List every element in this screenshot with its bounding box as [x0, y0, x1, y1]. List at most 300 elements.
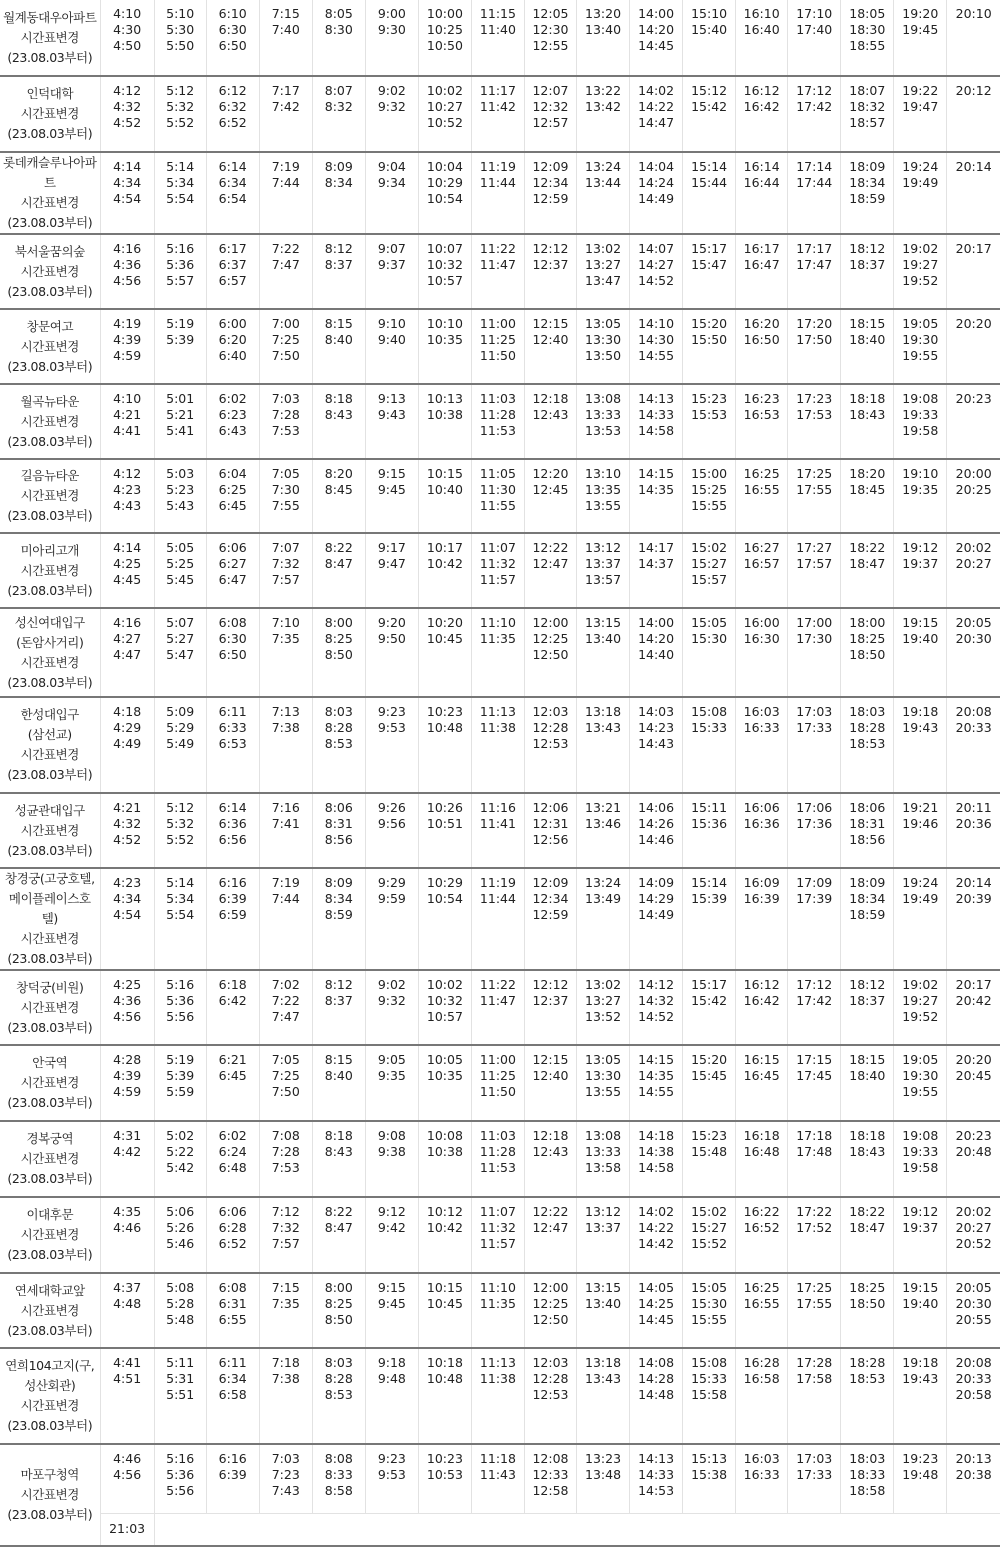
time-cell: 19:12 19:37 [894, 1197, 947, 1273]
time-cell: 8:00 8:25 8:50 [312, 1273, 365, 1348]
stop-name: 인덕대학 [26, 86, 74, 101]
stop-name-cell [0, 1348, 100, 1444]
time-cell: 10:04 10:29 10:54 [418, 152, 471, 234]
time-cell: 18:15 18:40 [841, 1045, 894, 1121]
time-cell: 5:02 5:22 5:42 [154, 1121, 206, 1197]
stop-row [0, 1197, 1000, 1273]
stop-name-line: (23.08.03부터) [7, 126, 93, 141]
stop-name-line: 시간표변경 [20, 654, 79, 670]
time-cell: 16:25 16:55 [736, 1273, 788, 1348]
stop-row [0, 0, 1000, 76]
stop-name: 연세대학교앞 [14, 1282, 85, 1298]
time-cell: 14:13 14:33 14:58 [630, 384, 683, 459]
time-cell: 18:03 18:28 18:53 [841, 697, 894, 793]
time-cell: 16:18 16:48 [736, 1121, 788, 1197]
time-cell: 8:12 8:37 [312, 970, 365, 1045]
stop-row [0, 970, 1000, 1045]
time-cell: 10:02 10:32 10:57 [418, 970, 471, 1045]
time-cell: 16:12 16:42 [736, 76, 788, 152]
time-cell: 13:18 13:43 [577, 1348, 630, 1444]
stop-name-line: (23.08.03부터) [7, 1019, 93, 1035]
stop-name-line: (23.08.03부터) [7, 1507, 93, 1522]
stop-name-cell [0, 1197, 100, 1273]
stop-name-line: (돈암사거리) [16, 634, 84, 650]
time-cell: 6:11 6:33 6:53 [206, 697, 259, 793]
time-cell: 11:03 11:28 11:53 [471, 1121, 524, 1197]
time-cell: 14:05 14:25 14:45 [630, 1273, 683, 1348]
stop-row [0, 793, 1000, 868]
time-cell: 19:08 19:33 19:58 [894, 1121, 947, 1197]
stop-row [0, 309, 1000, 384]
time-cell: 12:15 12:40 [524, 1045, 576, 1121]
time-cell: 9:15 9:45 [365, 1273, 418, 1348]
time-cell: 5:16 5:36 5:56 [154, 970, 206, 1045]
stop-name-line: (23.08.03부터) [7, 674, 93, 690]
time-cell: 6:04 6:25 6:45 [206, 459, 259, 533]
time-cell: 10:15 10:40 [418, 459, 471, 533]
time-cell: 12:15 12:40 [524, 309, 576, 384]
time-cell: 13:20 13:40 [577, 0, 630, 76]
time-cell: 20:14 20:39 [947, 868, 1000, 970]
time-cell: 20:05 20:30 [947, 608, 1000, 697]
time-cell: 13:08 13:33 13:58 [577, 1121, 630, 1197]
time-cell: 15:17 15:47 [683, 234, 736, 309]
time-cell: 14:17 14:37 [630, 533, 683, 608]
time-cell: 9:23 9:53 [365, 1444, 418, 1513]
stop-name-line: 시간표변경 [20, 263, 79, 279]
time-cell: 11:18 11:43 [471, 1444, 524, 1513]
time-cell: 18:03 18:33 18:58 [841, 1444, 894, 1513]
time-cell: 5:06 5:26 5:46 [154, 1197, 206, 1273]
time-cell: 6:00 6:20 6:40 [206, 309, 259, 384]
empty-cell [154, 1513, 1000, 1546]
time-cell: 12:09 12:34 12:59 [524, 152, 576, 234]
time-cell: 19:15 19:40 [894, 1273, 947, 1348]
time-cell: 17:22 17:52 [788, 1197, 841, 1273]
time-cell: 7:07 7:32 7:57 [259, 533, 312, 608]
time-cell: 10:05 10:35 [418, 1045, 471, 1121]
time-cell: 19:18 19:43 [894, 1348, 947, 1444]
time-cell: 14:12 14:32 14:52 [630, 970, 683, 1045]
time-cell: 13:12 13:37 13:57 [577, 533, 630, 608]
time-cell: 8:06 8:31 8:56 [312, 793, 365, 868]
time-cell: 9:04 9:34 [365, 152, 418, 234]
time-cell: 7:03 7:28 7:53 [259, 384, 312, 459]
stop-name-cell [0, 384, 100, 459]
time-cell: 17:06 17:36 [788, 793, 841, 868]
time-cell: 20:13 20:38 [947, 1444, 1000, 1513]
stop-name-line: 시간표변경 [20, 822, 79, 838]
time-cell: 20:10 [947, 0, 1000, 76]
time-cell: 10:18 10:48 [418, 1348, 471, 1444]
time-cell: 19:23 19:48 [894, 1444, 947, 1513]
time-cell: 14:10 14:30 14:55 [630, 309, 683, 384]
time-cell: 11:05 11:30 11:55 [471, 459, 524, 533]
time-cell: 5:14 5:34 5:54 [154, 152, 206, 234]
stop-row [0, 1444, 1000, 1513]
time-cell: 17:12 17:42 [788, 970, 841, 1045]
time-cell: 15:10 15:40 [683, 0, 736, 76]
time-cell: 20:08 20:33 20:58 [947, 1348, 1000, 1444]
time-cell: 13:18 13:43 [577, 697, 630, 793]
time-cell: 6:14 6:34 6:54 [206, 152, 259, 234]
time-cell: 9:08 9:38 [365, 1121, 418, 1197]
time-cell: 15:08 15:33 [683, 697, 736, 793]
time-cell: 16:09 16:39 [736, 868, 788, 970]
time-cell: 5:07 5:27 5:47 [154, 608, 206, 697]
stop-name-cell [0, 697, 100, 793]
time-cell: 14:07 14:27 14:52 [630, 234, 683, 309]
time-cell: 5:16 5:36 5:57 [154, 234, 206, 309]
time-cell: 17:09 17:39 [788, 868, 841, 970]
stop-name-line: 시간표변경 [20, 1151, 79, 1166]
stop-name-cell [0, 970, 100, 1045]
time-cell: 14:02 14:22 14:47 [630, 76, 683, 152]
time-cell: 6:17 6:37 6:57 [206, 234, 259, 309]
time-cell: 5:09 5:29 5:49 [154, 697, 206, 793]
time-cell: 12:22 12:47 [524, 533, 576, 608]
time-cell: 14:09 14:29 14:49 [630, 868, 683, 970]
time-cell: 7:19 7:44 [259, 152, 312, 234]
time-cell: 20:17 [947, 234, 1000, 309]
time-cell: 8:03 8:28 8:53 [312, 1348, 365, 1444]
time-cell: 9:26 9:56 [365, 793, 418, 868]
time-cell: 19:22 19:47 [894, 76, 947, 152]
time-cell: 9:17 9:47 [365, 533, 418, 608]
stop-name-line: 시간표변경 [20, 562, 79, 578]
time-cell: 7:17 7:42 [259, 76, 312, 152]
time-cell: 4:16 4:36 4:56 [100, 234, 154, 309]
time-cell: 11:13 11:38 [471, 697, 524, 793]
time-cell: 4:10 4:21 4:41 [100, 384, 154, 459]
time-cell: 7:15 7:40 [259, 0, 312, 76]
time-cell: 14:18 14:38 14:58 [630, 1121, 683, 1197]
stop-name: 미아리고개 [20, 542, 79, 558]
time-cell: 4:19 4:39 4:59 [100, 309, 154, 384]
time-cell: 13:15 13:40 [577, 1273, 630, 1348]
time-cell: 18:22 18:47 [841, 533, 894, 608]
time-cell: 8:07 8:32 [312, 76, 365, 152]
time-cell: 18:18 18:43 [841, 1121, 894, 1197]
time-cell: 13:05 13:30 13:55 [577, 1045, 630, 1121]
time-cell: 16:22 16:52 [736, 1197, 788, 1273]
time-cell: 9:18 9:48 [365, 1348, 418, 1444]
time-cell: 9:12 9:42 [365, 1197, 418, 1273]
time-cell: 11:17 11:42 [471, 76, 524, 152]
time-cell: 13:12 13:37 [577, 1197, 630, 1273]
time-cell: 18:06 18:31 18:56 [841, 793, 894, 868]
stop-row [0, 1045, 1000, 1121]
stop-name: 경복궁역 [26, 1131, 74, 1146]
time-cell: 13:08 13:33 13:53 [577, 384, 630, 459]
time-cell: 6:18 6:42 [206, 970, 259, 1045]
time-cell: 4:35 4:46 [100, 1197, 154, 1273]
stop-name-line: (23.08.03부터) [7, 767, 93, 782]
time-cell: 17:00 17:30 [788, 608, 841, 697]
time-cell: 16:03 16:33 [736, 697, 788, 793]
stop-name-line: (23.08.03부터) [7, 1171, 93, 1186]
time-cell: 5:03 5:23 5:43 [154, 459, 206, 533]
time-cell: 14:00 14:20 14:45 [630, 0, 683, 76]
time-cell: 15:20 15:45 [683, 1045, 736, 1121]
time-cell: 16:20 16:50 [736, 309, 788, 384]
time-cell: 18:00 18:25 18:50 [841, 608, 894, 697]
time-cell: 10:13 10:38 [418, 384, 471, 459]
time-cell: 18:12 18:37 [841, 970, 894, 1045]
time-cell: 8:22 8:47 [312, 1197, 365, 1273]
time-cell: 9:02 9:32 [365, 76, 418, 152]
stop-name-line: 시간표변경 [20, 1487, 79, 1502]
stop-name-line: 시간표변경 [20, 1227, 79, 1242]
time-cell: 9:20 9:50 [365, 608, 418, 697]
time-cell: 9:10 9:40 [365, 309, 418, 384]
time-cell: 10:02 10:27 10:52 [418, 76, 471, 152]
time-cell: 6:10 6:30 6:50 [206, 0, 259, 76]
time-cell: 20:00 20:25 [947, 459, 1000, 533]
time-cell: 8:15 8:40 [312, 1045, 365, 1121]
time-cell: 14:03 14:23 14:43 [630, 697, 683, 793]
time-cell: 20:11 20:36 [947, 793, 1000, 868]
time-cell: 12:05 12:30 12:55 [524, 0, 576, 76]
time-cell: 17:14 17:44 [788, 152, 841, 234]
time-cell: 15:11 15:36 [683, 793, 736, 868]
time-cell: 10:15 10:45 [418, 1273, 471, 1348]
time-cell: 18:25 18:50 [841, 1273, 894, 1348]
stop-name-line: (23.08.03부터) [7, 1418, 93, 1433]
time-cell: 15:23 15:53 [683, 384, 736, 459]
time-cell: 7:19 7:44 [259, 868, 312, 970]
stop-name-line: 시간표변경 [20, 1302, 79, 1318]
stop-name: 북서울꿈의숲 [14, 243, 85, 259]
stop-row [0, 234, 1000, 309]
time-cell: 4:21 4:32 4:52 [100, 793, 154, 868]
stop-name-cell [0, 793, 100, 868]
time-cell: 11:22 11:47 [471, 234, 524, 309]
time-cell: 16:23 16:53 [736, 384, 788, 459]
time-cell: 11:03 11:28 11:53 [471, 384, 524, 459]
time-cell: 17:10 17:40 [788, 0, 841, 76]
time-cell: 4:37 4:48 [100, 1273, 154, 1348]
time-cell: 12:03 12:28 12:53 [524, 1348, 576, 1444]
stop-name-line: (23.08.03부터) [7, 433, 93, 449]
time-cell: 17:18 17:48 [788, 1121, 841, 1197]
time-cell: 7:15 7:35 [259, 1273, 312, 1348]
stop-name: 한성대입구 [20, 707, 79, 722]
stop-name-cell [0, 608, 100, 697]
time-cell: 14:02 14:22 14:42 [630, 1197, 683, 1273]
time-cell: 10:12 10:42 [418, 1197, 471, 1273]
time-cell: 15:13 15:38 [683, 1444, 736, 1513]
time-cell: 13:10 13:35 13:55 [577, 459, 630, 533]
time-cell: 18:15 18:40 [841, 309, 894, 384]
stop-name-cell [0, 459, 100, 533]
time-cell: 12:09 12:34 12:59 [524, 868, 576, 970]
stop-name-line: 시간표변경 [20, 413, 79, 429]
time-cell: 13:02 13:27 13:52 [577, 970, 630, 1045]
time-cell: 18:12 18:37 [841, 234, 894, 309]
time-cell: 11:00 11:25 11:50 [471, 1045, 524, 1121]
stop-name: 창경궁(고궁호텔, [4, 871, 95, 886]
time-cell: 9:13 9:43 [365, 384, 418, 459]
time-cell: 4:46 4:56 [100, 1444, 154, 1513]
time-cell: 4:23 4:34 4:54 [100, 868, 154, 970]
time-cell: 12:08 12:33 12:58 [524, 1444, 576, 1513]
time-cell: 16:15 16:45 [736, 1045, 788, 1121]
stop-name-cell [0, 309, 100, 384]
time-cell: 5:10 5:30 5:50 [154, 0, 206, 76]
stop-row [0, 608, 1000, 697]
stop-name-cell [0, 533, 100, 608]
stop-name-line: 시간표변경 [20, 29, 79, 45]
time-cell: 9:23 9:53 [365, 697, 418, 793]
time-cell: 15:12 15:42 [683, 76, 736, 152]
stop-name: 마포구청역 [20, 1467, 79, 1482]
time-cell: 11:10 11:35 [471, 1273, 524, 1348]
time-cell: 11:15 11:40 [471, 0, 524, 76]
stop-row [0, 459, 1000, 533]
time-cell: 16:14 16:44 [736, 152, 788, 234]
time-cell: 10:00 10:25 10:50 [418, 0, 471, 76]
time-cell: 6:08 6:31 6:55 [206, 1273, 259, 1348]
stop-name: 성신여대입구 [14, 614, 85, 630]
time-cell: 15:17 15:42 [683, 970, 736, 1045]
stop-row [0, 868, 1000, 970]
time-cell: 4:25 4:36 4:56 [100, 970, 154, 1045]
time-cell: 19:10 19:35 [894, 459, 947, 533]
stop-name-line: 시간표변경 [20, 999, 79, 1015]
time-cell: 19:12 19:37 [894, 533, 947, 608]
time-cell: 4:41 4:51 [100, 1348, 154, 1444]
time-cell: 20:20 20:45 [947, 1045, 1000, 1121]
stop-name-cell [0, 868, 100, 970]
time-cell: 15:02 15:27 15:52 [683, 1197, 736, 1273]
time-cell: 18:22 18:47 [841, 1197, 894, 1273]
stop-name: 월곡뉴타운 [20, 393, 79, 409]
time-cell: 21:03 [100, 1513, 154, 1546]
time-cell: 6:11 6:34 6:58 [206, 1348, 259, 1444]
time-cell: 10:20 10:45 [418, 608, 471, 697]
time-cell: 5:01 5:21 5:41 [154, 384, 206, 459]
time-cell: 6:02 6:24 6:48 [206, 1121, 259, 1197]
time-cell: 18:07 18:32 18:57 [841, 76, 894, 152]
time-cell: 7:00 7:25 7:50 [259, 309, 312, 384]
time-cell: 17:28 17:58 [788, 1348, 841, 1444]
time-cell: 18:09 18:34 18:59 [841, 152, 894, 234]
time-cell: 17:12 17:42 [788, 76, 841, 152]
time-cell: 14:00 14:20 14:40 [630, 608, 683, 697]
time-cell: 8:15 8:40 [312, 309, 365, 384]
stop-name-cell [0, 1121, 100, 1197]
time-cell: 19:24 19:49 [894, 152, 947, 234]
time-cell: 14:04 14:24 14:49 [630, 152, 683, 234]
time-cell: 14:08 14:28 14:48 [630, 1348, 683, 1444]
stop-name: 안국역 [32, 1055, 68, 1070]
time-cell: 14:15 14:35 14:55 [630, 1045, 683, 1121]
time-cell: 20:23 [947, 384, 1000, 459]
time-cell: 12:12 12:37 [524, 234, 576, 309]
time-cell: 7:22 7:47 [259, 234, 312, 309]
stop-name-line: (23.08.03부터) [7, 951, 93, 966]
time-cell: 4:14 4:34 4:54 [100, 152, 154, 234]
time-cell: 11:10 11:35 [471, 608, 524, 697]
time-cell: 12:12 12:37 [524, 970, 576, 1045]
stop-name-line: 메이플레이스호텔) [8, 891, 91, 926]
time-cell: 4:31 4:42 [100, 1121, 154, 1197]
time-cell: 7:13 7:38 [259, 697, 312, 793]
stop-name: 연희104고지(구, [5, 1358, 95, 1373]
stop-name-line: (23.08.03부터) [7, 49, 93, 65]
time-cell: 5:14 5:34 5:54 [154, 868, 206, 970]
time-cell: 15:14 15:39 [683, 868, 736, 970]
time-cell: 8:00 8:25 8:50 [312, 608, 365, 697]
stop-name-line: 시간표변경 [20, 931, 79, 946]
stop-name: 롯데캐슬루나아파트 [3, 155, 97, 190]
time-cell: 8:22 8:47 [312, 533, 365, 608]
stop-name-line: 시간표변경 [20, 1075, 79, 1090]
time-cell: 20:17 20:42 [947, 970, 1000, 1045]
time-cell: 8:18 8:43 [312, 1121, 365, 1197]
time-cell: 15:00 15:25 15:55 [683, 459, 736, 533]
stop-name: 월계동대우아파트 [3, 9, 97, 25]
time-cell: 8:05 8:30 [312, 0, 365, 76]
time-cell: 11:07 11:32 11:57 [471, 533, 524, 608]
stop-name-line: 시간표변경 [20, 195, 79, 210]
time-cell: 5:16 5:36 5:56 [154, 1444, 206, 1513]
time-cell: 13:23 13:48 [577, 1444, 630, 1513]
time-cell: 19:05 19:30 19:55 [894, 1045, 947, 1121]
time-cell: 10:23 10:53 [418, 1444, 471, 1513]
time-cell: 5:08 5:28 5:48 [154, 1273, 206, 1348]
time-cell: 15:14 15:44 [683, 152, 736, 234]
time-cell: 14:15 14:35 [630, 459, 683, 533]
stop-row [0, 152, 1000, 234]
time-cell: 8:09 8:34 8:59 [312, 868, 365, 970]
time-cell: 5:12 5:32 5:52 [154, 76, 206, 152]
time-cell: 10:10 10:35 [418, 309, 471, 384]
time-cell: 17:23 17:53 [788, 384, 841, 459]
stop-row [0, 697, 1000, 793]
time-cell: 16:06 16:36 [736, 793, 788, 868]
time-cell: 18:20 18:45 [841, 459, 894, 533]
time-cell: 17:17 17:47 [788, 234, 841, 309]
time-cell: 17:27 17:57 [788, 533, 841, 608]
stop-name: 창문여고 [26, 318, 74, 334]
time-cell: 6:06 6:27 6:47 [206, 533, 259, 608]
time-cell: 7:16 7:41 [259, 793, 312, 868]
time-cell: 10:07 10:32 10:57 [418, 234, 471, 309]
stop-name-line: (23.08.03부터) [7, 1247, 93, 1262]
stop-name: 창덕궁(비원) [16, 979, 84, 995]
time-cell: 10:23 10:48 [418, 697, 471, 793]
stop-name-line: 시간표변경 [20, 1398, 79, 1413]
time-cell: 20:02 20:27 20:52 [947, 1197, 1000, 1273]
time-cell: 7:03 7:23 7:43 [259, 1444, 312, 1513]
time-cell: 20:05 20:30 20:55 [947, 1273, 1000, 1348]
time-cell: 7:08 7:28 7:53 [259, 1121, 312, 1197]
stop-name: 성균관대입구 [14, 802, 85, 818]
stop-name-line: 시간표변경 [20, 488, 79, 503]
time-cell: 15:23 15:48 [683, 1121, 736, 1197]
time-cell: 16:17 16:47 [736, 234, 788, 309]
time-cell: 9:05 9:35 [365, 1045, 418, 1121]
time-cell: 9:02 9:32 [365, 970, 418, 1045]
time-cell: 11:13 11:38 [471, 1348, 524, 1444]
time-cell: 16:28 16:58 [736, 1348, 788, 1444]
time-cell: 9:15 9:45 [365, 459, 418, 533]
stop-name-cell [0, 0, 100, 76]
time-cell: 4:12 4:32 4:52 [100, 76, 154, 152]
time-cell: 8:20 8:45 [312, 459, 365, 533]
